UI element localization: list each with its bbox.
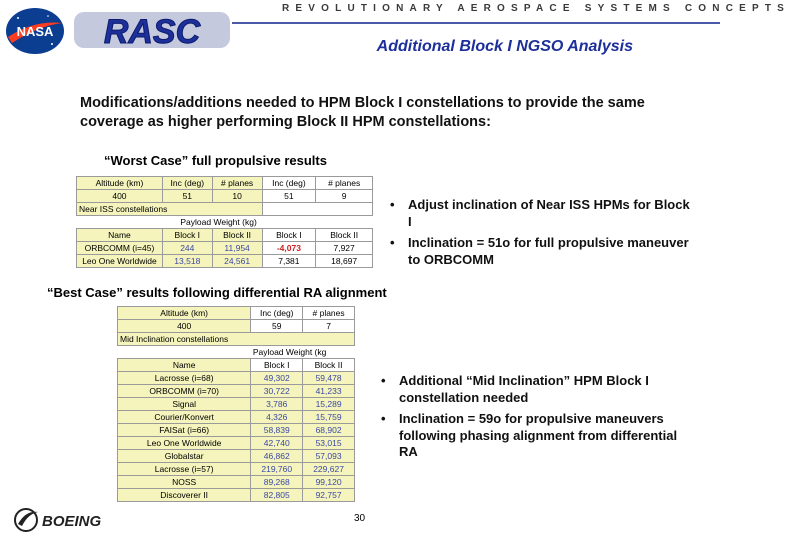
best-case-label: “Best Case” results following differential RA alignment [47, 285, 387, 300]
bullet-icon: • [390, 235, 395, 250]
table-cell: 9 [316, 190, 373, 203]
table-cell: 46,862 [251, 450, 303, 463]
table-cell: 7,927 [316, 242, 373, 255]
table-cell: 51 [262, 190, 316, 203]
table-cell: ORBCOMM (i=70) [118, 385, 251, 398]
table-cell: 10 [212, 190, 262, 203]
table-cell: 49,302 [251, 372, 303, 385]
table-header-cell: Inc (deg) [262, 177, 316, 190]
table-row [118, 411, 355, 424]
table-cell: 18,697 [316, 255, 373, 268]
table-header-cell: Inc (deg) [251, 307, 303, 320]
table-cell: -4,073 [262, 242, 316, 255]
bullet-item [390, 197, 690, 230]
table-row [118, 424, 355, 437]
table-header-cell: Block I [162, 229, 212, 242]
table-header-cell: Block II [316, 229, 373, 242]
table-cell: 229,627 [303, 463, 355, 476]
bullet-text: Inclination = 59o for propulsive maneuvers following phasing alignment from differential RA [399, 411, 678, 459]
table-header-row [77, 177, 373, 190]
table-row [118, 450, 355, 463]
table-cell [118, 346, 251, 359]
table-cell: 30,722 [251, 385, 303, 398]
table-cell: FAISat (i=66) [118, 424, 251, 437]
worst-case-bullets [390, 197, 690, 273]
table-header-cell: Altitude (km) [77, 177, 163, 190]
table-cell: 244 [162, 242, 212, 255]
table-cell: Lacrosse (i=57) [118, 463, 251, 476]
tagline: REVOLUTIONARY AEROSPACE SYSTEMS CONCEPTS [282, 3, 790, 14]
bullet-icon: • [381, 373, 386, 388]
table-row [118, 463, 355, 476]
table-cell: 3,786 [251, 398, 303, 411]
table-cell: 89,268 [251, 476, 303, 489]
table-cell: 24,561 [212, 255, 262, 268]
table-row [118, 333, 355, 346]
table-cell: 59,478 [303, 372, 355, 385]
table-cell: 400 [77, 190, 163, 203]
table-row [118, 398, 355, 411]
table-cell: 7,381 [262, 255, 316, 268]
table-cell [262, 203, 373, 216]
table-header-cell: Block I [251, 359, 303, 372]
table-cell: 15,289 [303, 398, 355, 411]
table-row [118, 489, 355, 502]
bullet-text: Adjust inclination of Near ISS HPMs for Block I [408, 197, 690, 229]
table-row [118, 437, 355, 450]
table-cell: NOSS [118, 476, 251, 489]
table-cell: Courier/Konvert [118, 411, 251, 424]
table-header-cell: # planes [316, 177, 373, 190]
table-header-row [77, 229, 373, 242]
slide-title: Additional Block I NGSO Analysis [376, 38, 633, 55]
table-header-cell: # planes [303, 307, 355, 320]
table-header-cell: # planes [212, 177, 262, 190]
table-cell: 42,740 [251, 437, 303, 450]
bullet-item [390, 235, 690, 268]
table-cell: 68,902 [303, 424, 355, 437]
table-header-cell: Block II [303, 359, 355, 372]
slide-header [0, 0, 790, 66]
table-header-cell: Block II [212, 229, 262, 242]
table-cell: ORBCOMM (i=45) [77, 242, 163, 255]
table-cell: 92,757 [303, 489, 355, 502]
payload-header: Payload Weight (kg [252, 347, 327, 357]
best-case-bullets [381, 373, 681, 466]
table-cell: 53,015 [303, 437, 355, 450]
best-case-table [117, 306, 355, 502]
rasc-logo-text: RASC [103, 13, 201, 51]
table-header-cell: Inc (deg) [162, 177, 212, 190]
bullet-item [381, 411, 681, 461]
table-row [118, 372, 355, 385]
table-header-row [118, 359, 355, 372]
bullet-icon: • [390, 197, 395, 212]
bullet-text: Inclination = 51o for full propulsive maneuver to ORBCOMM [408, 235, 689, 267]
table-cell: Lacrosse (i=68) [118, 372, 251, 385]
worst-case-table [76, 176, 373, 268]
page-number: 30 [354, 513, 366, 524]
table-cell: Leo One Worldwide [118, 437, 251, 450]
table-cell: 59 [251, 320, 303, 333]
table-row [77, 216, 373, 229]
table-row [77, 242, 373, 255]
table-row [77, 190, 373, 203]
table-cell: 13,518 [162, 255, 212, 268]
table-row [118, 476, 355, 489]
table-cell: Globalstar [118, 450, 251, 463]
table-cell: 51 [162, 190, 212, 203]
table-cell: 82,805 [251, 489, 303, 502]
table-header-row [118, 307, 355, 320]
table-cell: 219,760 [251, 463, 303, 476]
group-label: Near ISS constellations [77, 203, 263, 216]
table-cell: 99,120 [303, 476, 355, 489]
bullet-text: Additional “Mid Inclination” HPM Block I constellation needed [399, 373, 649, 405]
boeing-logo-text: BOEING [42, 513, 102, 530]
table-cell: 400 [118, 320, 251, 333]
table-cell: 58,839 [251, 424, 303, 437]
table-cell [77, 216, 163, 229]
table-cell: Discoverer II [118, 489, 251, 502]
table-header-cell: Name [118, 359, 251, 372]
table-header-cell: Block I [262, 229, 316, 242]
table-header-cell: Name [77, 229, 163, 242]
intro-text: Modifications/additions needed to HPM Block I constellations to provide the same coverage as higher performing Block II HPM constellations: [80, 95, 645, 130]
table-cell: 7 [303, 320, 355, 333]
table-row [118, 385, 355, 398]
table-cell: Leo One Worldwide [77, 255, 163, 268]
table-cell: 11,954 [212, 242, 262, 255]
table-row [118, 346, 355, 359]
bullet-item [381, 373, 681, 406]
group-label: Mid Inclination constellations [118, 333, 355, 346]
header-rule [232, 22, 720, 24]
table-cell: Signal [118, 398, 251, 411]
table-cell: 57,093 [303, 450, 355, 463]
nasa-logo-text: NASA [16, 24, 54, 39]
worst-case-label: “Worst Case” full propulsive results [104, 153, 327, 168]
table-row [77, 255, 373, 268]
table-cell: 4,326 [251, 411, 303, 424]
table-cell: 41,233 [303, 385, 355, 398]
table-row [118, 320, 355, 333]
table-cell: 15,759 [303, 411, 355, 424]
bullet-icon: • [381, 411, 386, 426]
table-header-cell: Altitude (km) [118, 307, 251, 320]
payload-header: Payload Weight (kg) [180, 217, 257, 227]
boeing-logo [12, 506, 142, 534]
table-row [77, 203, 373, 216]
